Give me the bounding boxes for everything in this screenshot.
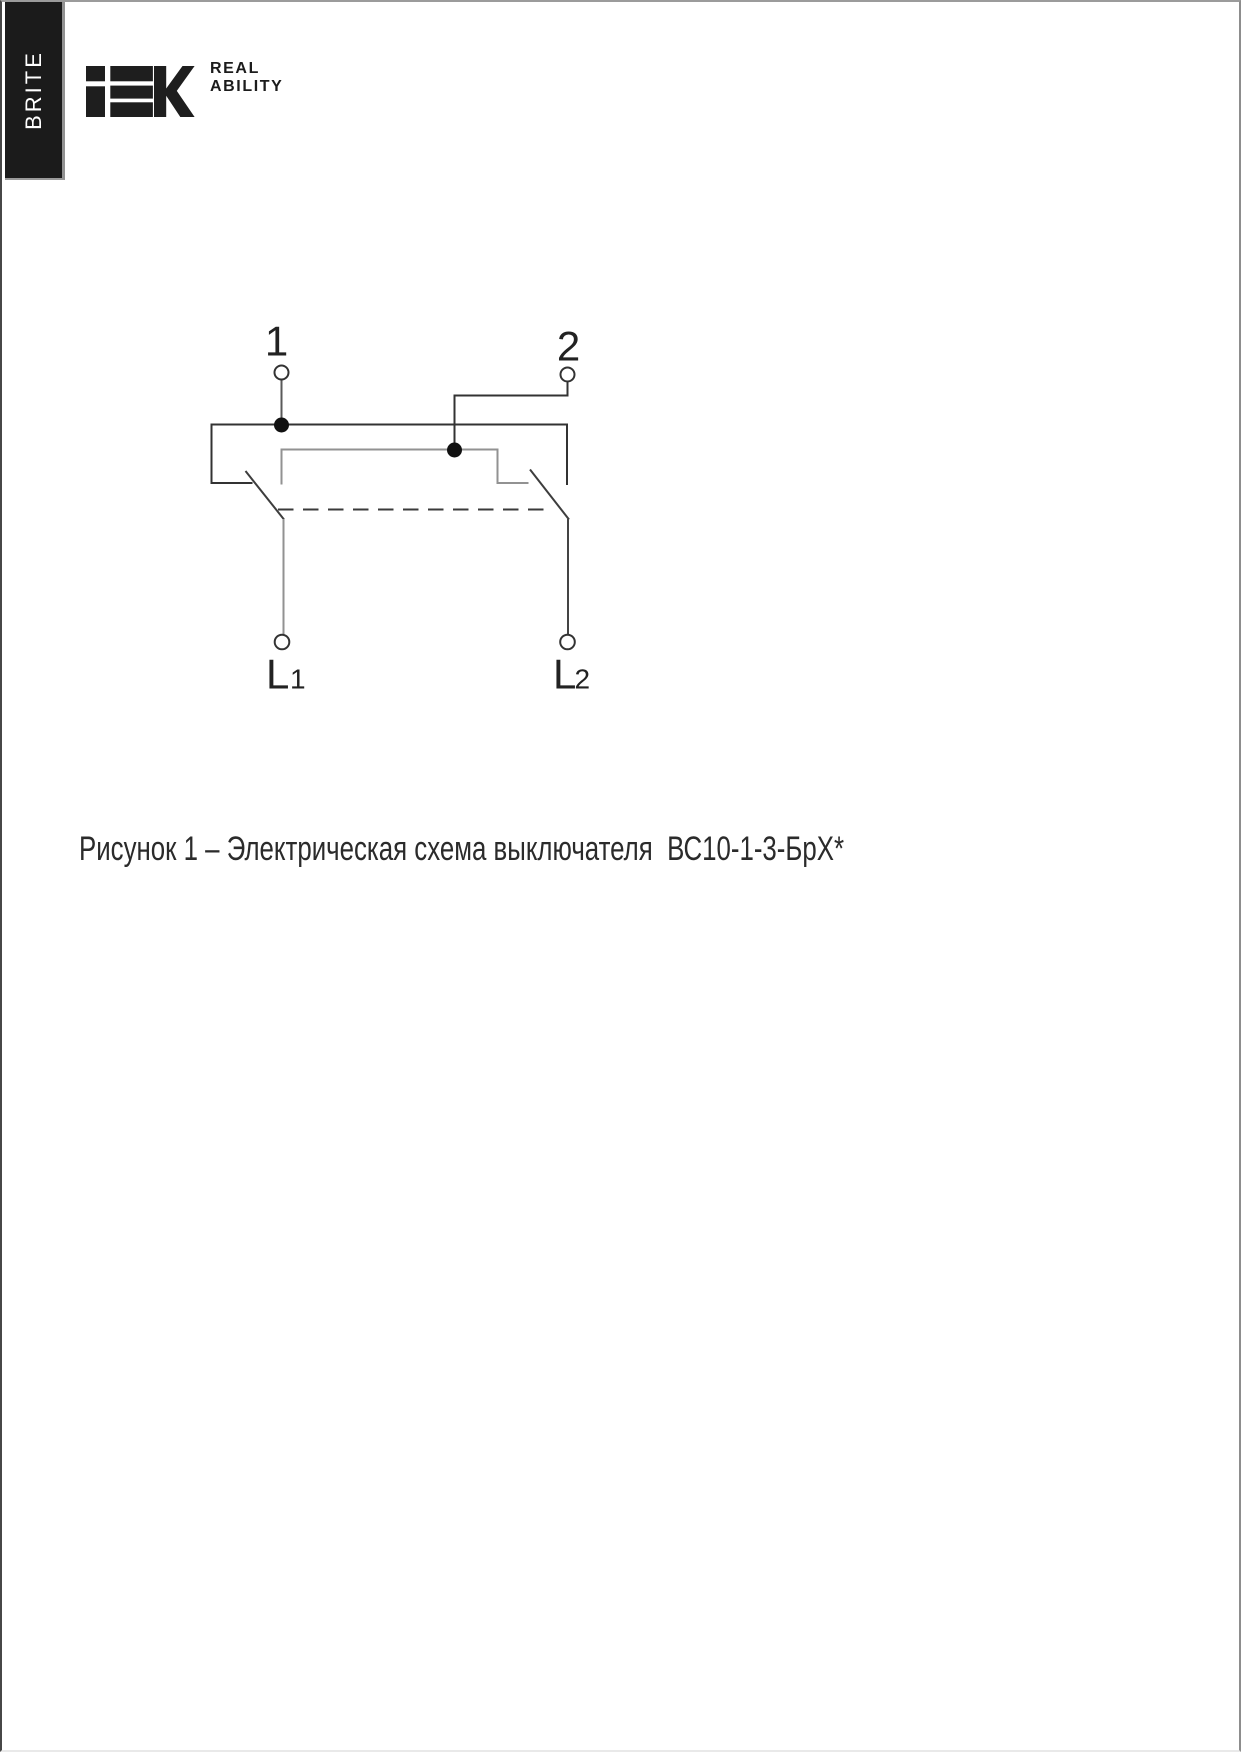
bus-line-2	[282, 450, 529, 485]
label-load1-sub: 1	[290, 663, 306, 695]
brite-series-label: BRITE	[20, 50, 46, 130]
label-terminal-1: 1	[264, 317, 289, 365]
terminal-node-l1	[275, 635, 290, 650]
junction-dot-right	[447, 443, 462, 458]
terminal-node-l2	[560, 635, 575, 650]
terminal-node-1	[275, 366, 289, 380]
terminal-node-2	[561, 368, 575, 382]
label-terminal-2: 2	[556, 322, 581, 370]
bus-line-1	[212, 425, 568, 486]
figure-caption: Рисунок 1 – Электрическая схема выключателя ВС10-1-3-БрХ*	[79, 830, 845, 868]
switch-blade-right	[530, 470, 569, 520]
label-load2-main: L	[553, 650, 577, 698]
tagline-line-2: ABILITY	[210, 77, 284, 95]
switch-blade-left	[246, 471, 285, 520]
wire-input2-jog	[455, 382, 568, 444]
tagline-line-1: REAL	[210, 60, 260, 77]
label-load1-main: L	[266, 650, 290, 698]
circuit-diagram	[2, 2, 1241, 1752]
label-load2-sub: 2	[574, 663, 591, 695]
junction-dot-left	[274, 418, 289, 433]
